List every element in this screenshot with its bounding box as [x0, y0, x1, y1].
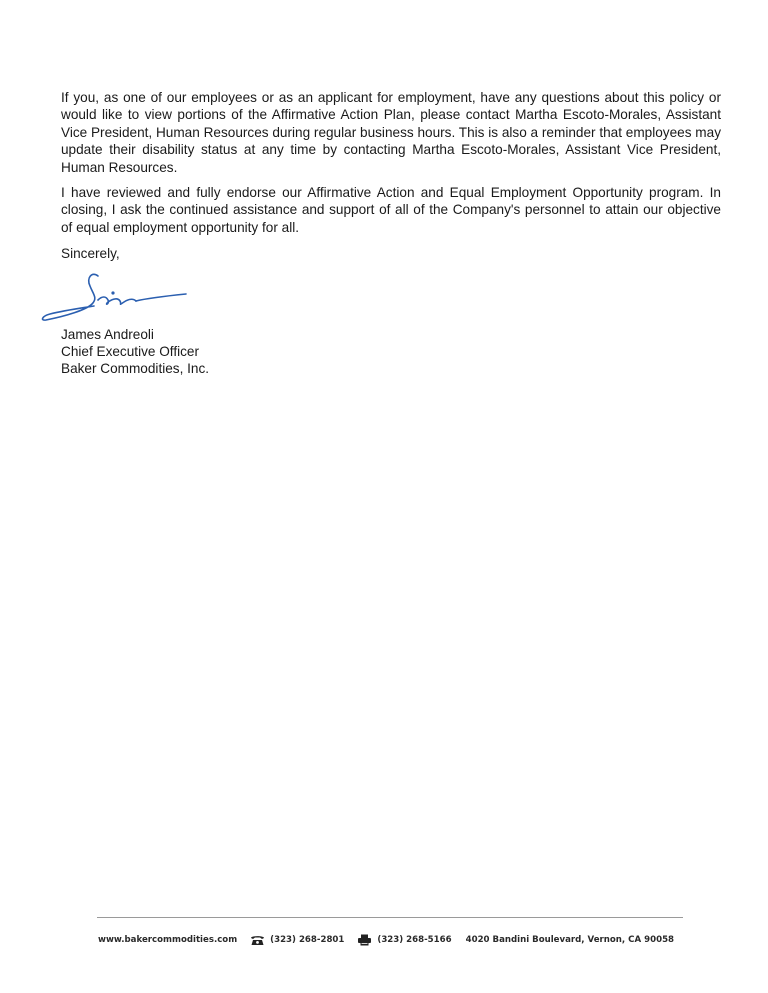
- body-paragraph: If you, as one of our employees or as an applicant for employment, have any questions about this policy or would like to view portions of the Affirmative Action Plan, please contact Martha Escoto-Morales, Assistant Vice President, Human Resources during regular business hours. This is also a reminder that employees may update their disability status at any time by contacting Martha Escoto-Morales, Assistant Vice President, Human Resources.: [61, 90, 721, 175]
- signer-name: James Andreoli: [61, 327, 154, 342]
- footer-phone: (323) 268-2801: [270, 935, 345, 945]
- letterhead-footer: [98, 932, 688, 948]
- signer-company: Baker Commodities, Inc.: [61, 361, 210, 377]
- footer-website: www.bakercommodities.com: [98, 935, 238, 945]
- closing-salutation: Sincerely,: [61, 246, 120, 261]
- fax-icon: [357, 934, 372, 946]
- signer-title: Chief Executive Officer: [61, 344, 200, 360]
- footer-divider: [97, 917, 683, 918]
- footer-address: 4020 Bandini Boulevard, Vernon, CA 90058: [465, 935, 675, 945]
- handwritten-signature-icon: [36, 268, 196, 328]
- telephone-icon: [250, 934, 265, 946]
- footer-fax: (323) 268-5166: [377, 935, 452, 945]
- signature-block: [61, 326, 209, 378]
- body-paragraph: I have reviewed and fully endorse our Affirmative Action and Equal Employment Opportunity program. In closing, I ask the continued assistance and support of all of the Company's personnel to attain our objective of equal employment opportunity for all.: [61, 185, 721, 235]
